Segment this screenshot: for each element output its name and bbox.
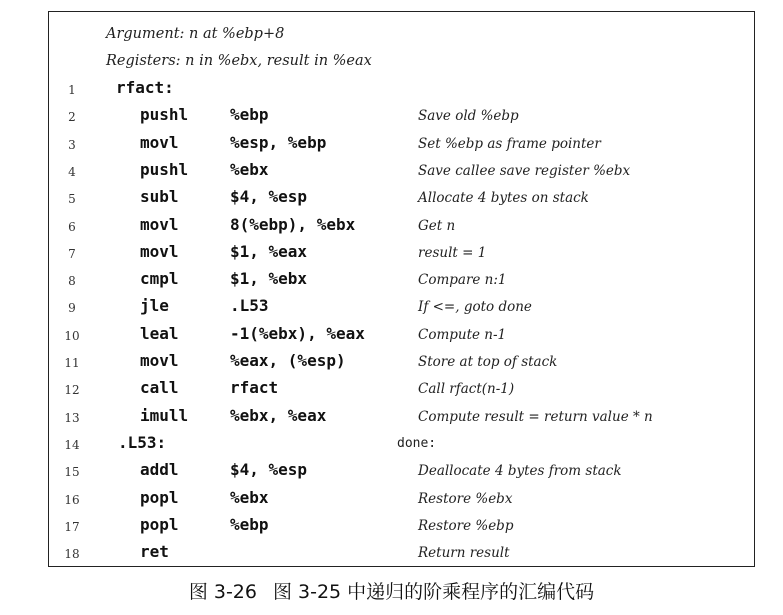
code-line (0, 542, 783, 566)
line-number: 15 (64, 465, 80, 480)
instruction-mnemonic: movl (140, 351, 179, 370)
registers-annotation: Registers: n in %ebx, result in %eax (106, 53, 372, 69)
line-number: 11 (64, 356, 80, 370)
code-label: .L53: (118, 432, 167, 452)
code-comment: Save callee save register %ebx (418, 162, 631, 179)
code-label: rfact: (116, 78, 174, 97)
code-line (0, 460, 783, 484)
line-number: 14 (64, 437, 80, 452)
code-line (0, 515, 783, 539)
line-number: 7 (68, 246, 76, 261)
instruction-operands: $1, %eax (230, 241, 308, 261)
code-line (0, 242, 783, 266)
instruction-mnemonic: movl (140, 214, 179, 234)
code-line (0, 215, 783, 239)
code-comment: Compute n-1 (418, 326, 507, 343)
instruction-operands: rfact (230, 378, 279, 398)
instruction-mnemonic: ret (140, 542, 169, 562)
instruction-mnemonic: pushl (140, 105, 189, 125)
line-number: 9 (68, 301, 76, 316)
code-line (0, 488, 783, 512)
instruction-mnemonic: cmpl (140, 269, 179, 289)
code-line (0, 351, 783, 375)
code-comment: Store at top of stack (418, 354, 558, 370)
code-line (0, 105, 783, 129)
line-number: 2 (68, 110, 76, 125)
code-comment: Restore %ebp (418, 517, 514, 534)
line-number: 5 (68, 192, 76, 207)
instruction-operands: %esp, %ebp (230, 132, 327, 152)
instruction-mnemonic: popl (140, 487, 179, 507)
instruction-operands: %ebp (230, 105, 269, 125)
instruction-mnemonic: leal (140, 323, 179, 343)
instruction-mnemonic: addl (140, 460, 179, 480)
argument-annotation: Argument: n at %ebp+8 (106, 26, 285, 42)
instruction-operands: $1, %ebx (230, 269, 308, 289)
instruction-operands: $4, %esp (230, 460, 308, 480)
line-number: 3 (68, 137, 76, 152)
line-number: 18 (64, 547, 80, 562)
instruction-mnemonic: jle (140, 296, 169, 316)
code-comment: Get n (418, 217, 456, 234)
figure-caption-text: 图 3-25 中递归的阶乘程序的汇编代码 (272, 581, 595, 603)
code-comment: Restore %ebx (418, 490, 513, 507)
code-line (0, 378, 783, 402)
instruction-operands: $4, %esp (230, 187, 308, 207)
code-line (0, 406, 783, 430)
instruction-mnemonic: popl (140, 514, 179, 534)
code-comment: Set %ebp as frame pointer (418, 135, 601, 152)
code-comment: Return result (418, 545, 510, 562)
code-comment: Call rfact(n-1) (418, 381, 515, 398)
line-number: 13 (64, 410, 80, 425)
code-line (0, 133, 783, 157)
instruction-operands: %ebx (230, 487, 269, 507)
instruction-operands: %eax, (%esp) (230, 351, 346, 370)
instruction-operands: -1(%ebx), %eax (230, 323, 365, 343)
instruction-mnemonic: movl (140, 132, 179, 152)
code-comment: done: (397, 435, 437, 451)
instruction-mnemonic: call (140, 378, 179, 398)
code-line (0, 433, 783, 457)
instruction-operands: 8(%ebp), %ebx (230, 214, 356, 234)
line-number: 10 (64, 328, 80, 343)
code-line (0, 296, 783, 320)
figure-caption (0, 577, 783, 604)
code-line (0, 187, 783, 211)
code-comment: Compare n:1 (418, 272, 507, 289)
code-comment: result = 1 (418, 244, 487, 261)
line-number: 6 (68, 219, 76, 234)
code-comment: If <=, goto done (418, 299, 532, 316)
instruction-operands: %ebx, %eax (230, 405, 327, 425)
code-line (0, 78, 783, 102)
line-number: 4 (68, 164, 76, 179)
instruction-mnemonic: imull (140, 405, 189, 425)
code-comment: Deallocate 4 bytes from stack (418, 463, 622, 480)
instruction-mnemonic: pushl (140, 159, 189, 179)
code-line (0, 160, 783, 184)
figure-label: 图 3-26 (188, 581, 257, 603)
instruction-operands: .L53 (230, 296, 269, 316)
line-number: 8 (68, 274, 76, 289)
instruction-operands: %ebp (230, 514, 269, 534)
code-line (0, 324, 783, 348)
instruction-operands: %ebx (230, 159, 269, 179)
code-comment: Save old %ebp (418, 108, 519, 125)
line-number: 17 (64, 519, 80, 534)
line-number: 12 (64, 383, 80, 398)
code-comment: Allocate 4 bytes on stack (418, 190, 589, 207)
code-comment: Compute result = return value * n (418, 408, 653, 425)
line-number: 16 (64, 492, 80, 507)
instruction-mnemonic: subl (140, 187, 179, 207)
instruction-mnemonic: movl (140, 241, 179, 261)
code-line (0, 269, 783, 293)
line-number: 1 (68, 83, 76, 97)
